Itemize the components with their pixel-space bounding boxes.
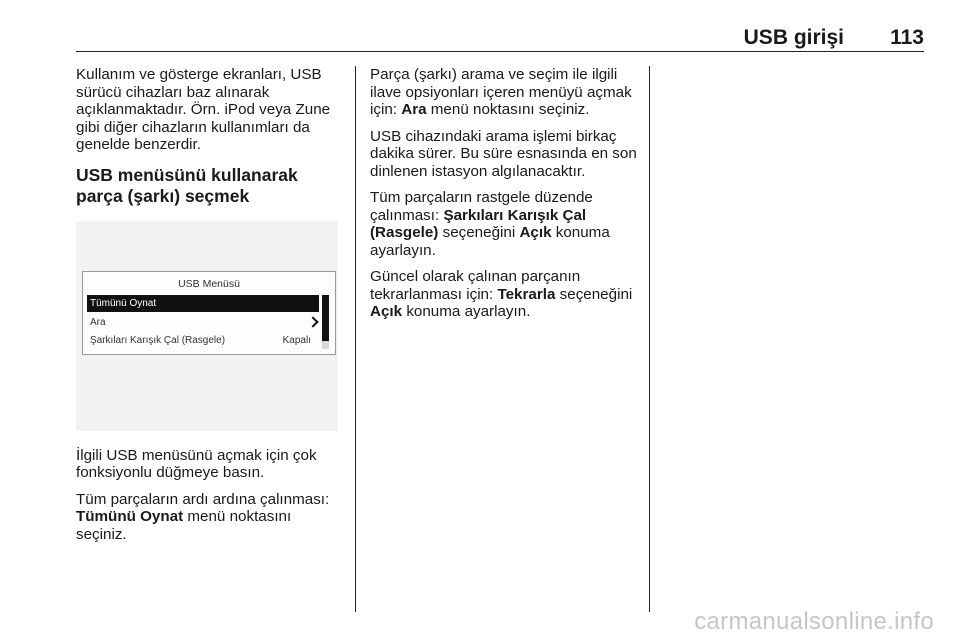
open-menu-paragraph: İlgili USB menüsünü açmak için çok fonksiyonlu düğmeye basın.	[76, 446, 317, 481]
left-column	[76, 66, 344, 552]
chevron-right-icon	[307, 316, 318, 327]
section-title: USB girişi	[743, 26, 844, 49]
search-time-paragraph: USB cihazındaki arama işlemi birkaç dakika sürer. Bu süre esnasında en son dinlenen istasyon algılanacaktır.	[370, 127, 637, 180]
menu-term-repeat: Tekrarla	[497, 285, 556, 303]
menu-item-search	[87, 314, 319, 331]
menu-item-play-all	[87, 295, 319, 312]
search-paragraph: Parça (şarkı) arama ve seçim ile ilgili ilave opsiyonları içeren menüyü açmak için: Ara menü noktasını seçiniz.	[370, 66, 632, 118]
menu-term-shuffle: Şarkıları Karışık Çal (Rasgele)	[370, 206, 587, 241]
repeat-paragraph: Güncel olarak çalınan parçanın tekrarlanması için: Tekrarla seçeneğini Açık konuma ayarlayın.	[370, 268, 633, 320]
page-number: 113	[890, 26, 924, 49]
menu-term-play-all: Tümünü Oynat	[76, 508, 184, 525]
menu-item-value: Kapalı	[282, 334, 311, 346]
column-divider-1	[355, 66, 356, 612]
usb-menu-screen	[82, 271, 336, 355]
intro-paragraph: Kullanım ve gösterge ekranları, USB sürücü cihazları baz alınarak açıklanmaktadır. Örn. iPod veya Zune gibi diğer cihazların kullanımları da genelde benzerdir.	[76, 66, 331, 153]
menu-scrollbar	[322, 295, 329, 349]
page-header	[76, 26, 924, 50]
option-term-on: Açık	[370, 303, 403, 320]
usb-menu-figure	[76, 221, 338, 431]
watermark: carmanualsonline.info	[694, 608, 934, 635]
menu-item-label: Tümünü Oynat	[90, 297, 157, 309]
option-term-on: Açık	[519, 224, 552, 241]
menu-item-shuffle	[87, 332, 319, 349]
menu-item-label: Ara	[90, 316, 106, 328]
screen-title: USB Menüsü	[178, 277, 240, 290]
header-divider	[76, 51, 924, 52]
right-column	[370, 66, 638, 330]
menu-item-label: Şarkıları Karışık Çal (Rasgele)	[90, 334, 226, 346]
play-all-paragraph: Tüm parçaların ardı ardına çalınması: Tümünü Oynat menü noktasını seçiniz.	[76, 490, 330, 543]
column-divider-2	[649, 66, 650, 612]
section-heading: USB menüsünü kullanarak parça (şarkı) seçmek	[76, 164, 298, 206]
shuffle-paragraph: Tüm parçaların rastgele düzende çalınması: Şarkıları Karışık Çal (Rasgele) seçeneğini Açık konuma ayarlayın.	[370, 189, 610, 259]
menu-term-search: Ara	[401, 101, 427, 118]
scrollbar-thumb	[322, 295, 329, 341]
